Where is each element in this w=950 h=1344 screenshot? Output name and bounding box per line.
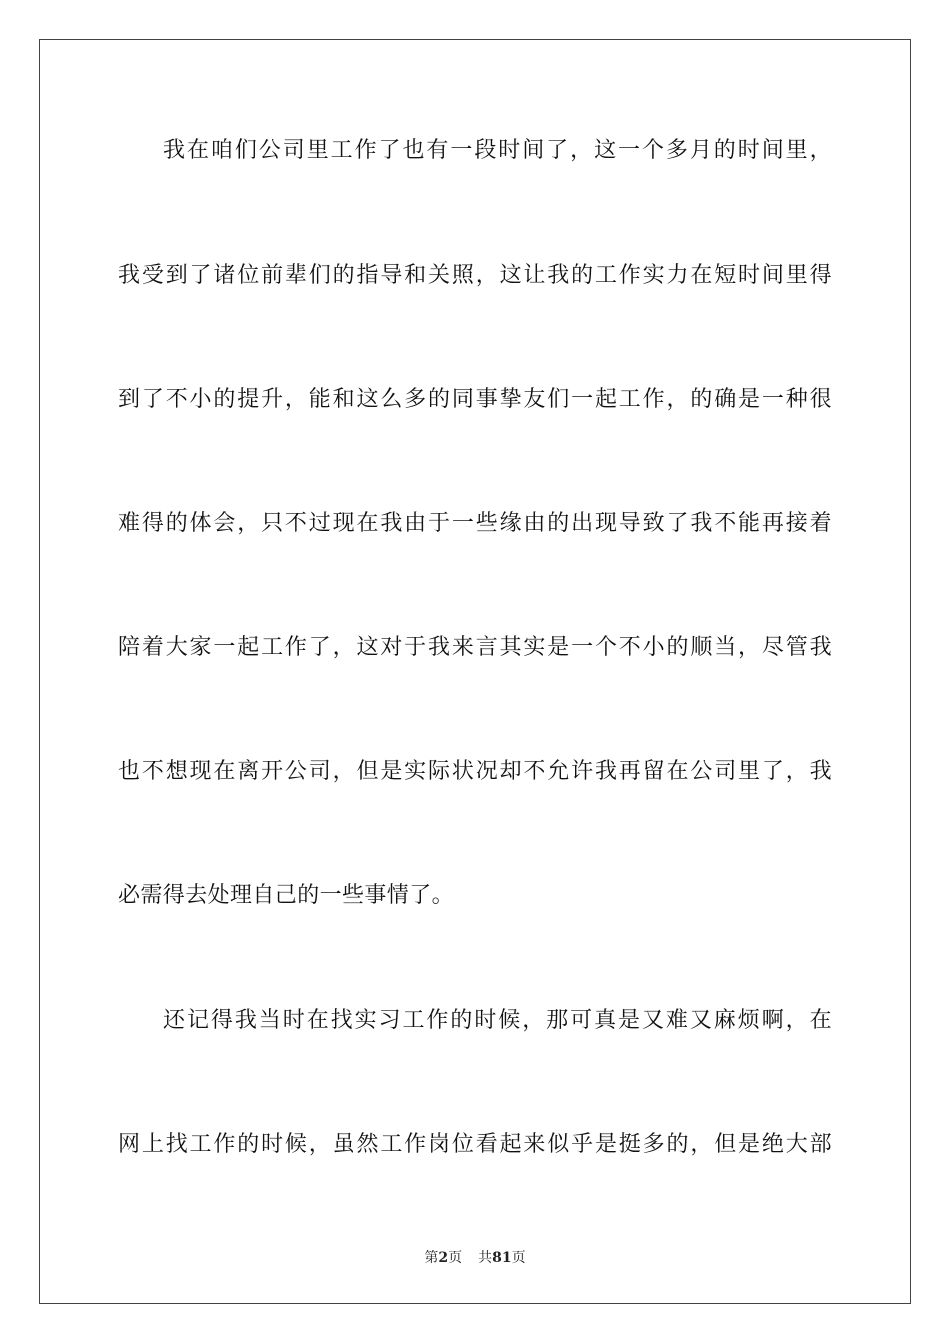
paragraph-1-line-5: 陪着大家一起工作了，这对于我来言其实是一个不小的顺当，尽管我: [118, 635, 832, 660]
paragraph-1-line-2: 我受到了诸位前辈们的指导和关照，这让我的工作实力在短时间里得: [118, 263, 832, 288]
page-prefix: 第: [424, 1250, 439, 1266]
paragraph-1-line-4: 难得的体会，只不过现在我由于一些缘由的出现导致了我不能再接着: [118, 511, 832, 536]
paragraph-2-line-2: 网上找工作的时候，虽然工作岗位看起来似乎是挺多的，但是绝大部: [118, 1132, 832, 1157]
total-pages: 81: [492, 1250, 512, 1266]
paragraph-1-line-3: 到了不小的提升，能和这么多的同事挚友们一起工作，的确是一种很: [118, 387, 832, 412]
total-suffix: 页: [511, 1250, 526, 1266]
total-prefix: 共: [478, 1250, 493, 1266]
paragraph-1-line-7: 必需得去处理自己的一些事情了。: [118, 883, 455, 908]
paragraph-1-line-1: 我在咱们公司里工作了也有一段时间了，这一个多月的时间里，: [163, 138, 832, 163]
page-frame: [39, 39, 911, 1304]
paragraph-2-line-1: 还记得我当时在找实习工作的时候，那可真是又难又麻烦啊，在: [163, 1008, 832, 1033]
page-number: 2: [438, 1250, 449, 1266]
paragraph-1-line-6: 也不想现在离开公司，但是实际状况却不允许我再留在公司里了，我: [118, 759, 832, 784]
page-suffix: 页: [448, 1250, 463, 1266]
page-footer: [0, 1249, 950, 1267]
